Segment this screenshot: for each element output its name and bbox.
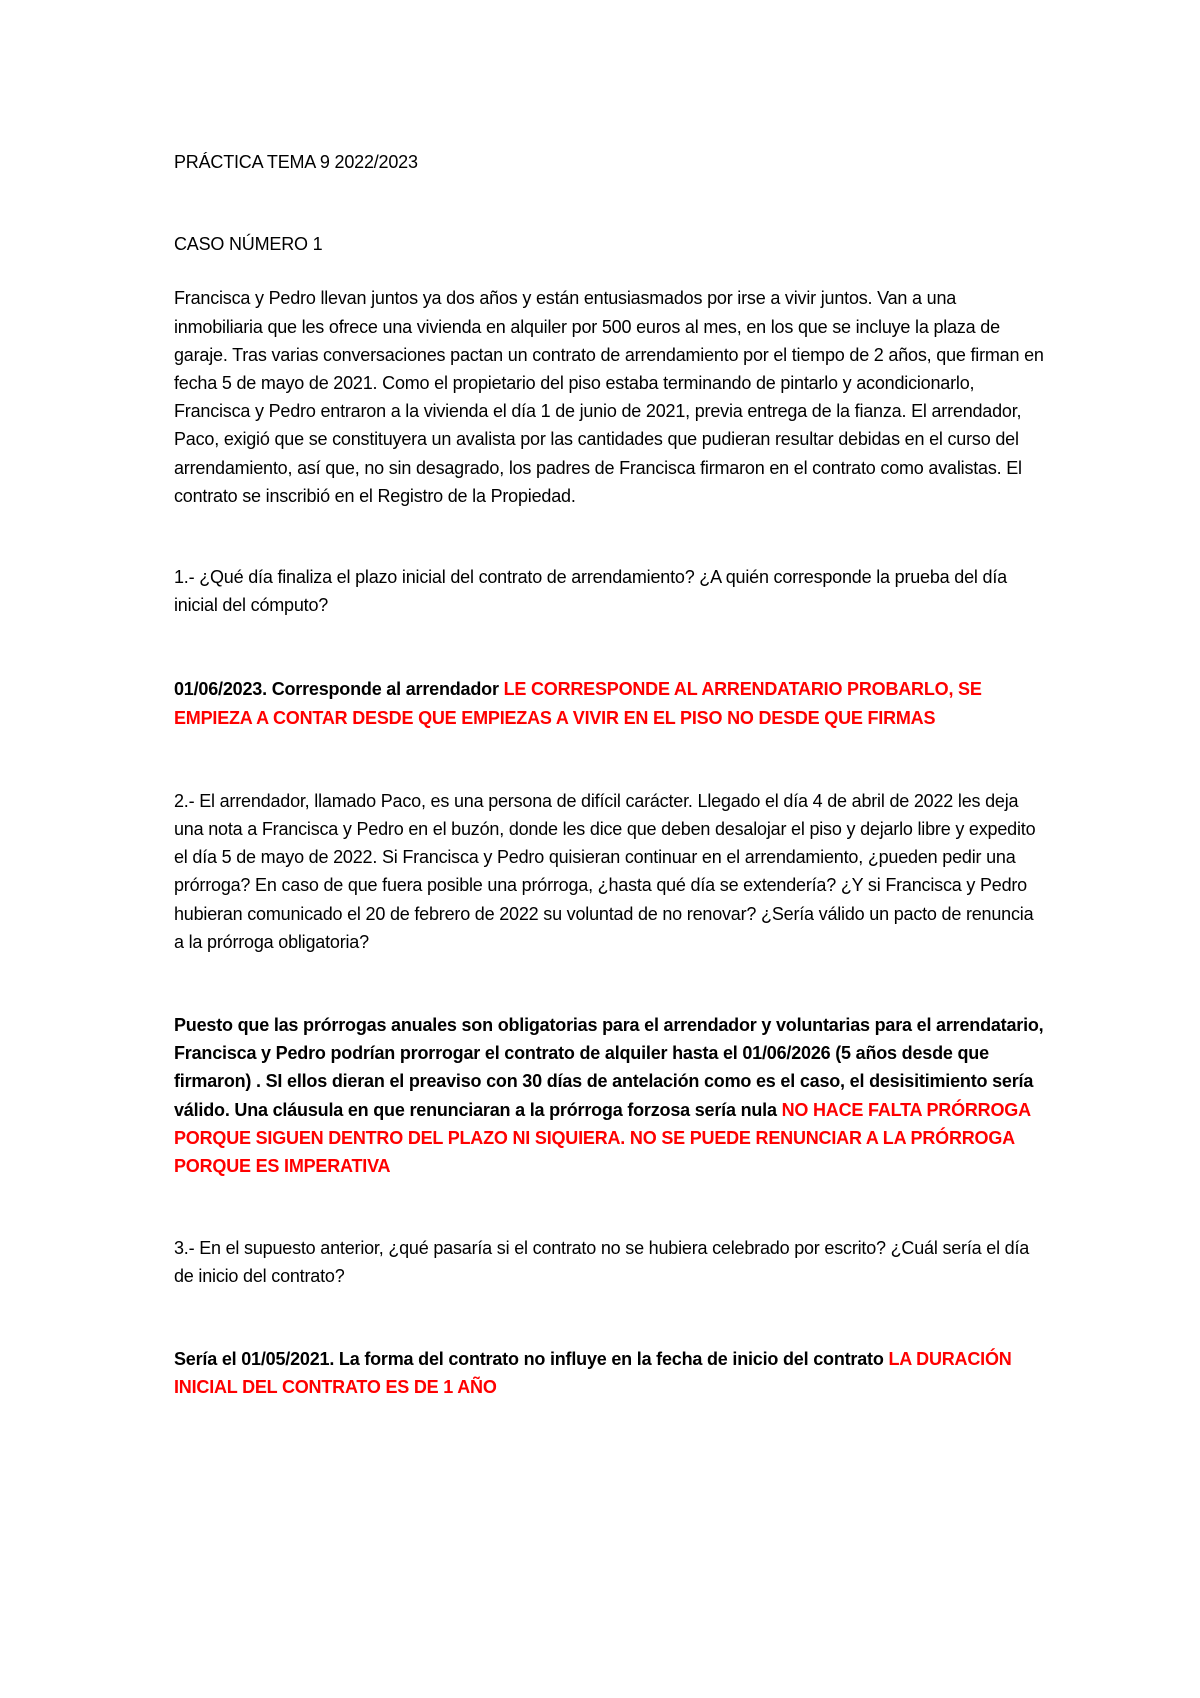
answer-2-text: Puesto que las prórrogas anuales son obligatorias para el arrendador y voluntarias para el arrendatario, Francisca y Pedro podrían prorrogar el contrato de alquiler hasta el 01/06/2026 (5 años desde que firmaron) . SI ellos dieran el preaviso con 30 días de antelación como es el caso, el desisitimiento sería válido. Una cláusula en que renunciaran a la prórroga forzosa sería nula xyxy=(174,1015,1044,1120)
answer-2 xyxy=(174,1011,1046,1180)
case-heading: CASO NÚMERO 1 xyxy=(174,234,323,255)
answer-3 xyxy=(174,1345,1046,1401)
answer-1-correction: LE CORRESPONDE AL ARRENDATARIO PROBARLO, SE EMPIEZA A CONTAR DESDE QUE EMPIEZAS A VIVIR EN EL PISO NO DESDE QUE FIRMAS xyxy=(174,679,982,728)
document-title: PRÁCTICA TEMA 9 2022/2023 xyxy=(174,152,418,172)
answer-1-text: 01/06/2023. Corresponde al arrendador xyxy=(174,679,499,700)
question-1: 1.- ¿Qué día finaliza el plazo inicial del contrato de arrendamiento? ¿A quién corresponde la prueba del día inicial del cómputo? xyxy=(174,567,1007,616)
answer-1 xyxy=(174,675,1046,731)
document-body xyxy=(174,148,1046,1401)
answer-2-correction: NO HACE FALTA PRÓRROGA PORQUE SIGUEN DENTRO DEL PLAZO NI SIQUIERA. NO SE PUEDE RENUNCIAR A LA PRÓRROGA PORQUE ES IMPERATIVA xyxy=(174,1099,1031,1177)
case-statement: Francisca y Pedro llevan juntos ya dos años y están entusiasmados por irse a vivir juntos. Van a una inmobiliaria que les ofrece una vivienda en alquiler por 500 euros al mes, en los que se incluye la plaza de garaje. Tras varias conversaciones pactan un contrato de arrendamiento por el tiempo de 2 años, que firman en fecha 5 de mayo de 2021. Como el propietario del piso estaba terminando de pintarlo y acondicionarlo, Francisca y Pedro entraron a la vivienda el día 1 de junio de 2021, previa entrega de la fianza. El arrendador, Paco, exigió que se constituyera un avalista por las cantidades que pudieran resultar debidas en el curso del arrendamiento, así que, no sin desagrado, los padres de Francisca firmaron en el contrato como avalistas. El contrato se inscribió en el Registro de la Propiedad. xyxy=(174,288,1044,506)
question-3: 3.- En el supuesto anterior, ¿qué pasaría si el contrato no se hubiera celebrado por escrito? ¿Cuál sería el día de inicio del contrato? xyxy=(174,1238,1030,1287)
answer-3-text: Sería el 01/05/2021. La forma del contrato no influye en la fecha de inicio del contrato xyxy=(174,1348,884,1369)
question-2: 2.- El arrendador, llamado Paco, es una persona de difícil carácter. Llegado el día 4 de abril de 2022 les deja una nota a Francisca y Pedro en el buzón, donde les dice que deben desalojar el piso y dejarlo libre y expedito el día 5 de mayo de 2022. Si Francisca y Pedro quisieran continuar en el arrendamiento, ¿pueden pedir una prórroga? En caso de que fuera posible una prórroga, ¿hasta qué día se extendería? ¿Y si Francisca y Pedro hubieran comunicado el 20 de febrero de 2022 su voluntad de no renovar? ¿Sería válido un pacto de renuncia a la prórroga obligatoria? xyxy=(174,790,1036,952)
answer-3-correction: LA DURACIÓN INICIAL DEL CONTRATO ES DE 1 AÑO xyxy=(174,1348,1012,1397)
